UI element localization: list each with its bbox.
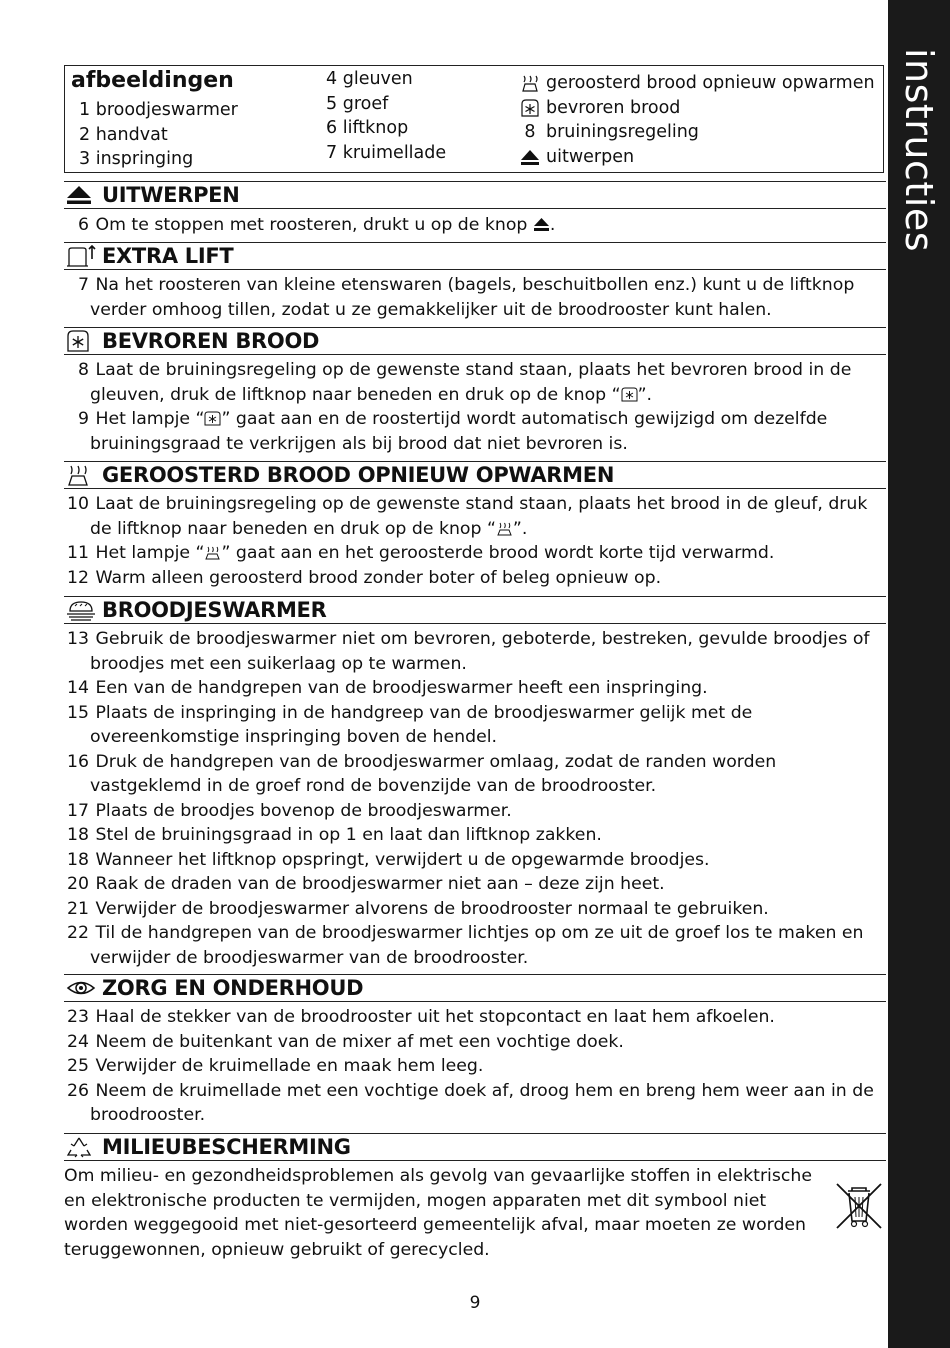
section-lift-header: EXTRA LIFT bbox=[64, 242, 886, 270]
list-item: 9 Het lampje “ ” gaat aan en de roostertijd wordt automatisch gewijzigd om dezelfde bruiningsgraad te verkrijgen als bij brood dat niet bevroren is. bbox=[78, 409, 828, 454]
section-frozen-items bbox=[64, 358, 886, 456]
figure-item: 5 groef bbox=[326, 93, 389, 114]
list-item: 20 Raak de draden van de broodjeswarmer niet aan – deze zijn heet. bbox=[67, 874, 665, 894]
eye-icon bbox=[66, 977, 96, 999]
section-frozen-header: BEVROREN BROOD bbox=[64, 327, 886, 355]
bun-warmer-icon bbox=[66, 599, 96, 621]
recycle-icon bbox=[66, 1136, 96, 1158]
figure-item: 8 bruiningsregeling bbox=[524, 122, 699, 142]
list-item: 8 Laat de bruiningsregeling op de gewenste stand staan, plaats het bevroren brood in de gleuven, druk de liftknop naar beneden en druk op de knop “ ”. bbox=[78, 360, 852, 405]
eject-icon bbox=[520, 148, 540, 166]
list-item: 7 Na het roosteren van kleine etenswaren (bagels, beschuitbollen enz.) kunt u de liftknop verder omhoog tillen, zodat u ze gemakkelijker uit de broodrooster kunt halen. bbox=[78, 275, 855, 320]
figures-col-1 bbox=[79, 98, 238, 172]
section-eject-header: UITWERPEN bbox=[64, 181, 886, 209]
frozen-icon bbox=[204, 409, 221, 424]
figure-item: uitwerpen bbox=[520, 145, 875, 170]
reheat-icon bbox=[204, 543, 221, 558]
extra-lift-icon bbox=[66, 245, 96, 267]
environment-text: Om milieu- en gezondheidsproblemen als gevolg van gevaarlijke stoffen in elektrische en elektronische producten te vermijden, mogen apparaten met dit symbool niet worden weggegooid met niet-gesorteerd gemeentelijk afval, maar moeten ze worden teruggewonnen, opnieuw gebruikt of gerecycled. bbox=[64, 1166, 812, 1260]
list-item: 13 Gebruik de broodjeswarmer niet om bevroren, geboterde, bestreken, gevulde broodjes of broodjes met een suikerlaag op te warmen. bbox=[67, 629, 870, 674]
page-number: 9 bbox=[469, 1293, 481, 1313]
list-item: 10 Laat de bruiningsregeling op de gewenste stand staan, plaats het brood in de gleuf, druk de liftknop naar beneden en druk op de knop “ ”. bbox=[67, 494, 868, 539]
section-env-header: MILIEUBESCHERMING bbox=[64, 1133, 886, 1161]
list-item: 6 Om te stoppen met roosteren, drukt u op de knop . bbox=[78, 215, 556, 235]
figure-item: bevroren brood bbox=[520, 96, 875, 121]
list-item: 14 Een van de handgrepen van de broodjeswarmer heeft een inspringing. bbox=[67, 678, 708, 698]
section-care-items bbox=[64, 1005, 886, 1128]
figure-item: 2 handvat bbox=[79, 124, 168, 145]
eject-icon bbox=[66, 184, 96, 206]
figure-item: 7 kruimellade bbox=[326, 142, 447, 163]
list-item: 24 Neem de buitenkant van de mixer af met een vochtige doek. bbox=[67, 1031, 624, 1052]
reheat-icon bbox=[520, 74, 540, 92]
list-item: 26 Neem de kruimellade met een vochtige doek af, droog hem en breng hem weer aan in de broodrooster. bbox=[67, 1080, 874, 1125]
list-item: 15 Plaats de inspringing in de handgreep van de broodjeswarmer gelijk met de overeenkomstige inspringing boven de hendel. bbox=[67, 702, 753, 747]
figures-col-3 bbox=[520, 71, 875, 169]
list-item: 17 Plaats de broodjes bovenop de broodjeswarmer. bbox=[67, 800, 512, 821]
figure-item: geroosterd brood opnieuw opwarmen bbox=[520, 71, 875, 96]
figure-item: 4 gleuven bbox=[326, 69, 413, 89]
section-warmer-header: BROODJESWARMER bbox=[64, 596, 886, 624]
eject-icon bbox=[533, 215, 550, 230]
figure-item: 1 broodjeswarmer bbox=[79, 100, 238, 120]
section-eject-items bbox=[64, 213, 886, 238]
section-reheat-items bbox=[64, 492, 886, 590]
section-warmer-items bbox=[64, 627, 886, 970]
list-item: 22 Til de handgrepen van de broodjeswarmer lichtjes op om ze uit de groef los te maken en verwijder de broodjeswarmer van de broodrooster. bbox=[67, 923, 864, 968]
figure-item: 3 inspringing bbox=[79, 149, 194, 169]
crossed-bin-icon bbox=[834, 1181, 884, 1231]
figures-col-2 bbox=[326, 67, 446, 165]
list-item: 11 Het lampje “ ” gaat aan en het geroosterde brood wordt korte tijd verwarmd. bbox=[67, 543, 775, 563]
list-item: 18 Wanneer het liftknop opspringt, verwijdert u de opgewarmde broodjes. bbox=[67, 849, 710, 870]
section-care-header: ZORG EN ONDERHOUD bbox=[64, 974, 886, 1002]
list-item: 25 Verwijder de kruimellade en maak hem leeg. bbox=[67, 1056, 484, 1076]
list-item: 21 Verwijder de broodjeswarmer alvorens de broodrooster normaal te gebruiken. bbox=[67, 898, 769, 919]
frozen-icon bbox=[520, 99, 540, 117]
section-reheat-header: GEROOSTERD BROOD OPNIEUW OPWARMEN bbox=[64, 461, 886, 489]
frozen-icon bbox=[66, 330, 96, 352]
figures-box bbox=[64, 65, 884, 173]
reheat-icon bbox=[66, 464, 96, 486]
sidebar-label: instructies bbox=[897, 47, 941, 253]
frozen-icon bbox=[621, 385, 638, 400]
list-item: 12 Warm alleen geroosterd brood zonder boter of beleg opnieuw op. bbox=[67, 567, 662, 588]
reheat-icon bbox=[496, 519, 513, 534]
figure-item: 6 liftknop bbox=[326, 118, 409, 138]
section-lift-items bbox=[64, 273, 886, 322]
list-item: 23 Haal de stekker van de broodrooster uit het stopcontact en laat hem afkoelen. bbox=[67, 1007, 775, 1027]
list-item: 16 Druk de handgrepen van de broodjeswarmer omlaag, zodat de randen worden vastgeklemd in de groef rond de bovenzijde van de broodrooster. bbox=[67, 751, 777, 796]
list-item: 18 Stel de bruiningsgraad in op 1 en laat dan liftknop zakken. bbox=[67, 825, 602, 845]
figures-title: afbeeldingen bbox=[71, 68, 234, 93]
